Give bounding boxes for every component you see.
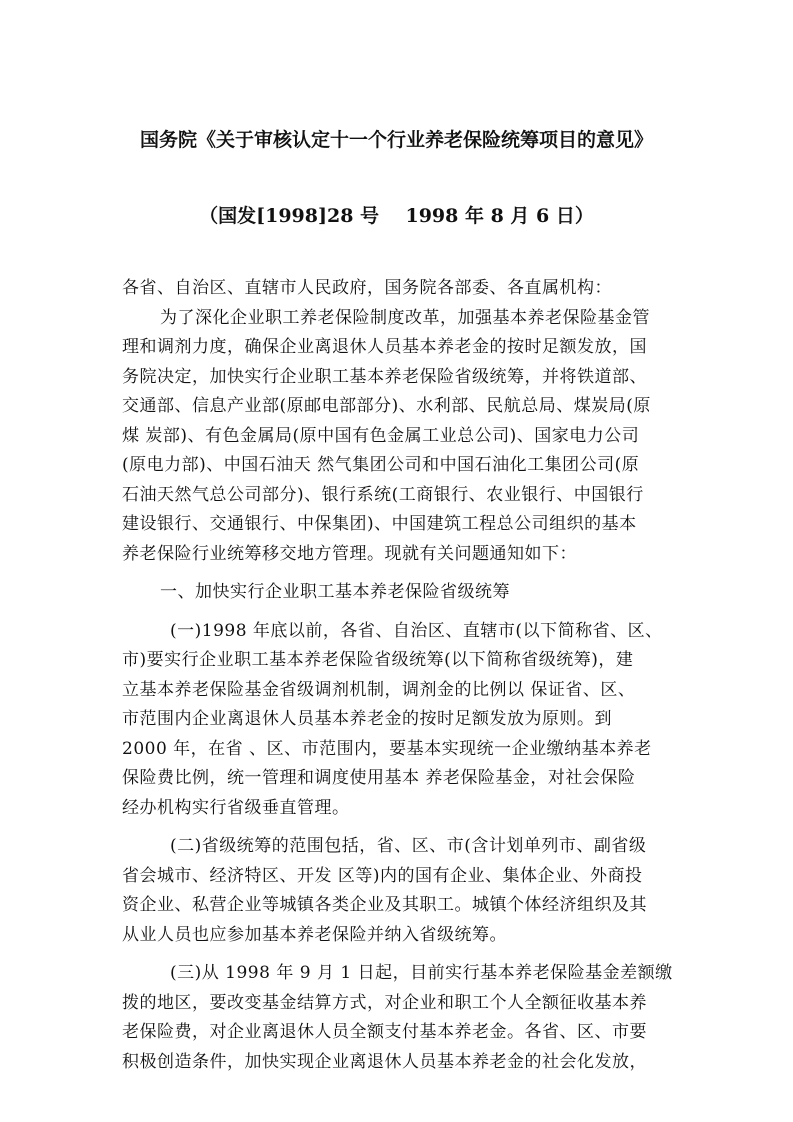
paragraph-line: 石油天然气总公司部分)、银行系统(工商银行、农业银行、中国银行 — [122, 484, 644, 505]
paragraph-line: 拨的地区，要改变基金结算方式，对企业和职工个人全额征收基本养 — [122, 992, 647, 1013]
paragraph-3 — [122, 959, 677, 1077]
paragraph-line: (原电力部)、中国石油天 然气集团公司和中国石油化工集团公司(原 — [122, 455, 640, 475]
paragraph-line: 市范围内企业离退休人员基本养老金的按时足额发放为原则。到 — [122, 709, 612, 729]
paragraph-line: 为了深化企业职工养老保险制度改革，加强基本养老保险基金管 — [160, 307, 650, 328]
paragraph-2 — [122, 832, 677, 950]
paragraph-line: 务院决定，加快实行企业职工基本养老保险省级统筹，并将铁道部、 — [122, 366, 647, 387]
document-body — [122, 274, 677, 1077]
document-title: 国务院《关于审核认定十一个行业养老保险统筹项目的意见》 — [139, 129, 653, 151]
section-heading-1 — [122, 578, 677, 608]
paragraph-line: 经办机构实行省级垂直管理。 — [122, 797, 350, 818]
paragraph-line: 老保险费，对企业离退休人员全额支付基本养老金。各省、区、市要 — [122, 1022, 647, 1042]
paragraph-line: 积极创造条件，加快实现企业离退休人员基本养老金的社会化发放， — [122, 1051, 647, 1072]
paragraph-intro — [122, 304, 677, 570]
paragraph-line: (一)1998 年底以前，各省、自治区、直辖市(以下简称省、区、 — [170, 620, 663, 641]
paragraph-line: (二)省级统筹的范围包括，省、区、市(含计划单列市、副省级 — [170, 836, 647, 856]
paragraph-line: 理和调剂力度，确保企业离退休人员基本养老金的按时足额发放，国 — [122, 337, 647, 357]
paragraph-line: 2000 年，在省 、区、市范围内，要基本实现统一企业缴纳基本养老 — [122, 738, 652, 759]
paragraph-line: 交通部、信息产业部(原邮电部部分)、水利部、民航总局、煤炭局(原 — [122, 396, 651, 416]
paragraph-line: (三)从 1998 年 9 月 1 日起，目前实行基本养老保险基金差额缴 — [170, 963, 673, 983]
paragraph-line: 保险费比例，统一管理和调度使用基本 养老保险基金，对社会保险 — [122, 768, 636, 788]
salutation — [122, 274, 677, 304]
paragraph-line: 建设银行、交通银行、中保集团)、中国建筑工程总公司组织的基本 — [122, 514, 637, 534]
paragraph-line: 市)要实行企业职工基本养老保险省级统筹(以下简称省级统筹)，建 — [122, 650, 634, 670]
paragraph-line: 从业人员也应参加基本养老保险并纳入省级统筹。 — [122, 924, 507, 945]
section-heading-text: 一、加快实行企业职工基本养老保险省级统筹 — [160, 582, 510, 602]
paragraph-line: 煤 炭部)、有色金属局(原中国有色金属工业总公司)、国家电力公司 — [122, 425, 640, 446]
paragraph-1 — [122, 617, 677, 824]
salutation-text: 各省、自治区、直辖市人民政府，国务院各部委、各直属机构： — [122, 278, 612, 298]
paragraph-line: 资企业、私营企业等城镇各类企业及其职工。城镇个体经济组织及其 — [122, 895, 647, 915]
paragraph-line: 立基本养老保险基金省级调剂机制，调剂金的比例以 保证省、区、 — [122, 679, 636, 700]
paragraph-line: 省会城市、经济特区、开发 区等)内的国有企业、集体企业、外商投 — [122, 865, 643, 886]
paragraph-line: 养老保险行业统筹移交地方管理。现就有关问题通知如下： — [122, 543, 577, 564]
document-number: （国发[1998]28 号 1998 年 8 月 6 日） — [199, 205, 594, 227]
